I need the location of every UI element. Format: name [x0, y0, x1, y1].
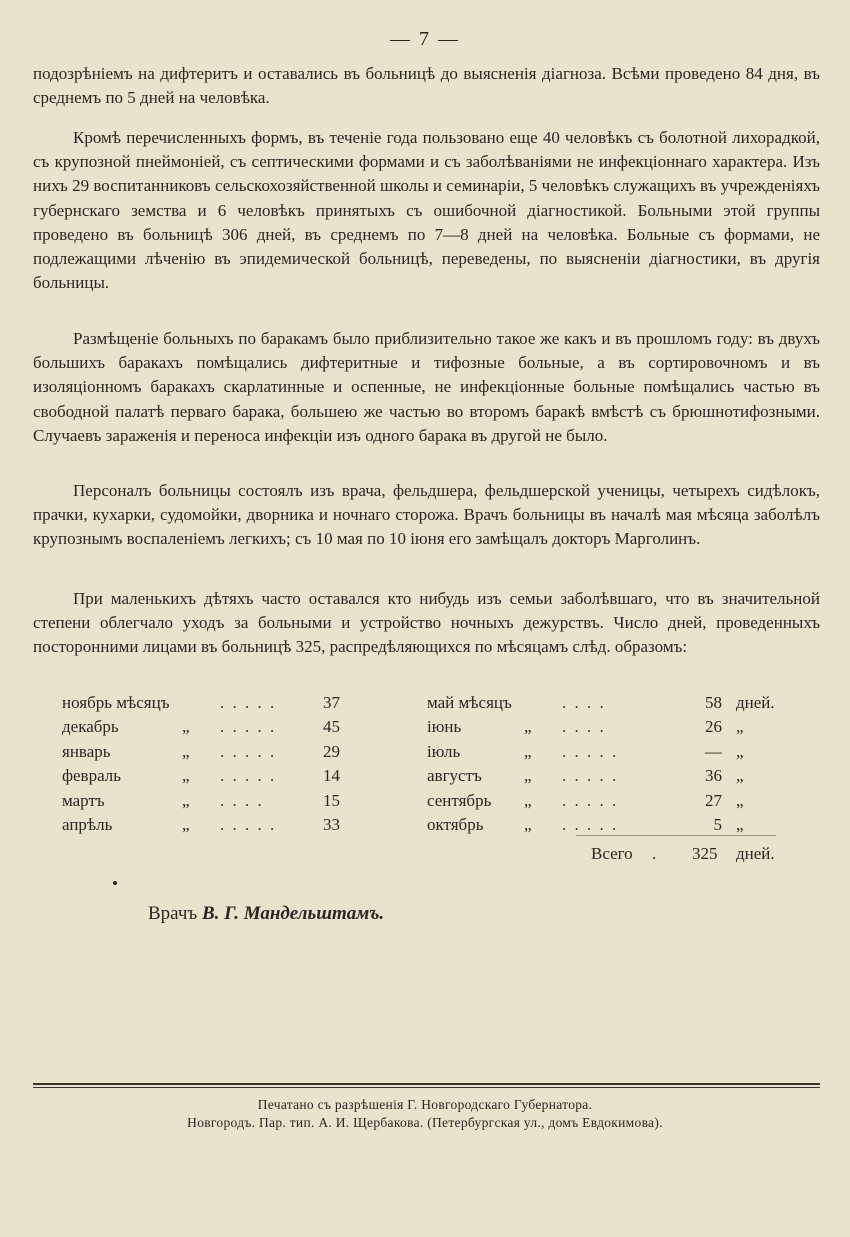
leader-dots: . . . . . — [220, 693, 277, 712]
table-row — [72, 691, 792, 715]
total-value: 325 — [692, 844, 718, 863]
leader-dots: . . . . — [562, 693, 606, 712]
page-number: — 7 — — [390, 28, 460, 50]
day-count: 58 — [705, 693, 722, 712]
day-count: 45 — [323, 717, 340, 737]
leader-dots: . . . . — [562, 717, 606, 737]
ink-dot — [113, 881, 117, 885]
paragraph-4: Персоналъ больницы состоялъ изъ врача, фельдшера, фельдшерской ученицы, четырехъ сидѣлокъ, прачки, кухарки, судомойки, дворника и ночнаго сторожа. Врачъ больницы въ началѣ мая мѣсяца заболѣлъ крупознымъ воспаленіемъ легкихъ; съ 10 мая по 10 іюня его замѣщалъ докторъ Марголинъ. — [33, 481, 820, 549]
table-row — [72, 764, 792, 788]
unit-label: „ — [736, 741, 744, 761]
table-row — [72, 789, 792, 813]
leader-dots: . . . . . — [562, 814, 619, 834]
day-count: 26 — [705, 717, 722, 737]
month-label: май мѣсяцъ — [427, 693, 512, 712]
leader-dots: . . . . . — [220, 814, 277, 834]
day-count: 29 — [323, 741, 340, 761]
ditto-mark: „ — [524, 766, 532, 786]
day-count: 15 — [323, 790, 340, 810]
footer-rule-bottom — [33, 1087, 820, 1088]
paragraph-1: подозрѣніемъ на дифтеритъ и оставались въ больницѣ до выясненія діагноза. Всѣми проведено 84 дня, въ среднемъ по 5 дней на человѣка. — [33, 64, 820, 108]
unit-label: дней. — [736, 693, 775, 712]
ditto-mark: „ — [182, 814, 190, 834]
ditto-mark: „ — [182, 741, 190, 761]
day-count: 36 — [705, 766, 722, 786]
day-count: 14 — [323, 766, 340, 786]
month-label: августъ — [427, 766, 482, 786]
day-count: 27 — [705, 790, 722, 810]
ditto-mark: „ — [524, 741, 532, 761]
month-label: ноябрь мѣсяцъ — [62, 693, 170, 712]
ditto-mark: „ — [524, 790, 532, 810]
total-unit: дней. — [736, 844, 775, 863]
ditto-mark: „ — [524, 717, 532, 737]
day-count: 37 — [323, 693, 340, 712]
leader-dots: . . . . . — [220, 717, 277, 737]
month-label: сентябрь — [427, 790, 492, 810]
month-label: февраль — [62, 766, 122, 786]
ditto-mark: „ — [182, 790, 190, 810]
signature — [148, 903, 384, 925]
day-count: — — [705, 741, 722, 761]
signature-title: Врачъ — [148, 903, 198, 924]
month-label: апрѣль — [62, 814, 113, 834]
month-label: іюнь — [427, 717, 462, 737]
paragraph-3: Размѣщеніе больныхъ по баракамъ было приблизительно такое же какъ и въ прошломъ году: въ двухъ большихъ баракахъ помѣщались дифтеритные и тифозные больные, а въ сортировочномъ и въ изоляціонномъ баракахъ скарлатинные и оспенные, не инфекціонные больные помѣщались частью въ свободной палатѣ перваго барака, большею же частью во второмъ баракѣ вмѣстѣ съ брюшнотифозными. Случаевъ зараженія и переноса инфекціи изъ одного барака въ другой не было. — [33, 329, 820, 445]
unit-label: „ — [736, 717, 744, 737]
total-rule — [576, 835, 776, 836]
ditto-mark: „ — [182, 766, 190, 786]
footer-line-2: Новгородъ. Пар. тип. А. И. Щербакова. (Петербургская ул., домъ Евдокимова). — [187, 1115, 663, 1130]
table-row — [72, 813, 792, 837]
paragraph-5: При маленькихъ дѣтяхъ часто оставался кто нибудь изъ семьи заболѣвшаго, что въ значительной степени облегчало уходъ за больными и устройство ночныхъ дежурствъ. Число дней, проведенныхъ посторонними лицами въ больницѣ 325, распредѣляющихся по мѣсяцамъ слѣд. образомъ: — [33, 589, 820, 657]
signature-name: В. Г. Мандельштамъ. — [201, 903, 385, 924]
leader-dots: . . . . . — [220, 741, 277, 761]
month-label: январь — [62, 741, 111, 761]
month-label: октябрь — [427, 814, 484, 834]
paragraph-2: Кромѣ перечисленныхъ формъ, въ теченіе года пользовано еще 40 человѣкъ съ болотной лихорадкой, съ крупозной пнеймоніей, съ септическими формами и съ заболѣваніями не инфекціоннаго характера. Изъ нихъ 29 воспитанниковъ сельскохозяйственной школы и семинаріи, 5 человѣкъ служащихъ въ учрежденіяхъ губернскаго земства и 6 человѣкъ принятыхъ съ ошибочной діагностикой. Больными этой группы проведено въ больницѣ 306 дней, въ среднемъ по 7—8 дней на человѣка. Больные съ формами, не подлежащими лѣченію въ эпидемической больницѣ, переведены, по выясненіи діагностики, въ другія больницы. — [33, 128, 820, 293]
day-count: 5 — [713, 814, 722, 834]
footer-rule-top — [33, 1083, 820, 1085]
ditto-mark: „ — [524, 814, 532, 834]
table-row — [72, 740, 792, 764]
ditto-mark: „ — [182, 717, 190, 737]
month-label: мартъ — [62, 790, 105, 810]
leader-dots: . . . . . — [562, 790, 619, 810]
table-right — [72, 691, 792, 837]
unit-label: „ — [736, 766, 744, 786]
month-label: декабрь — [62, 717, 119, 737]
total-label: Всего — [591, 844, 633, 863]
leader-dots: . . . . — [220, 790, 264, 810]
leader-dots: . . . . . — [562, 766, 619, 786]
unit-label: „ — [736, 814, 744, 834]
day-count: 33 — [323, 814, 340, 834]
leader-dots: . . . . . — [562, 741, 619, 761]
total-dot: . — [652, 844, 657, 863]
table-row — [72, 715, 792, 739]
unit-label: „ — [736, 790, 744, 810]
footer-line-1: Печатано съ разрѣшенія Г. Новгородскаго Губернатора. — [257, 1097, 593, 1112]
month-label: іюль — [427, 741, 461, 761]
leader-dots: . . . . . — [220, 766, 277, 786]
